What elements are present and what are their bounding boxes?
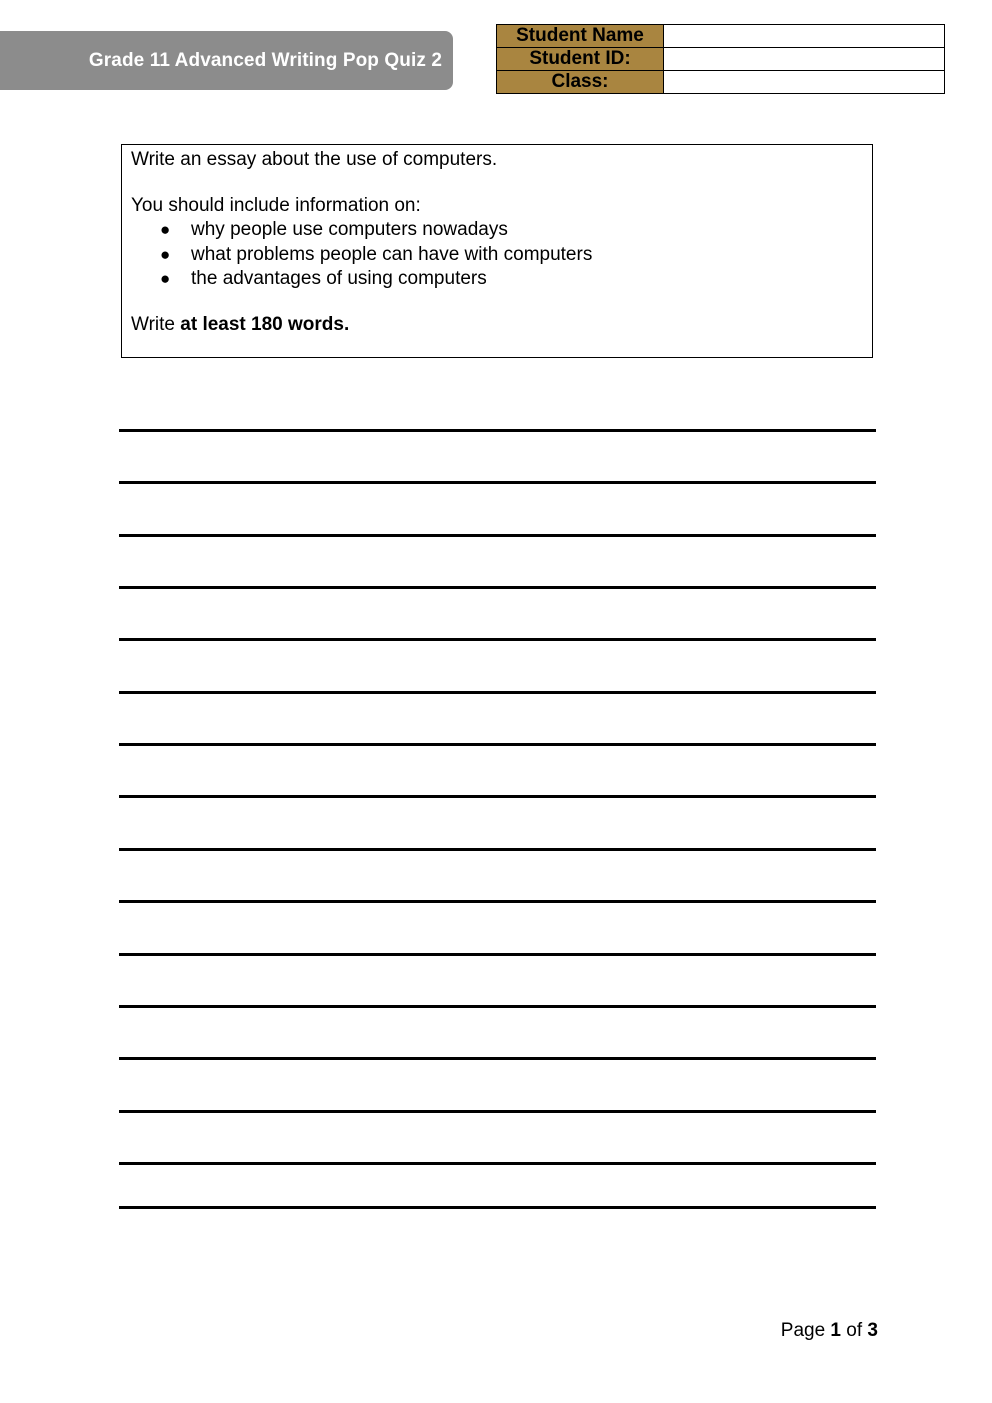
writing-line — [119, 1110, 876, 1113]
word-count-requirement: at least 180 words. — [180, 313, 350, 335]
class-label: Class: — [497, 71, 664, 94]
total-pages: 3 — [867, 1320, 878, 1341]
class-field[interactable] — [664, 71, 945, 94]
quiz-title: Grade 11 Advanced Writing Pop Quiz 2 — [88, 49, 442, 71]
quiz-title-banner — [0, 31, 453, 90]
writing-line — [119, 534, 876, 537]
prompt-bullet-text: what problems people can have with computers — [191, 243, 593, 265]
page-number — [781, 1320, 878, 1342]
writing-line — [119, 900, 876, 903]
writing-line — [119, 795, 876, 798]
writing-line — [119, 953, 876, 956]
prompt-bullet-text: why people use computers nowadays — [191, 219, 508, 240]
word-count-prefix: Write — [131, 313, 175, 335]
student-name-row — [497, 25, 945, 48]
bullet-icon: ● — [160, 269, 171, 288]
writing-line — [119, 481, 876, 484]
bullet-icon: ● — [160, 244, 171, 264]
current-page: 1 — [830, 1320, 841, 1341]
student-id-field[interactable] — [664, 48, 945, 71]
class-row — [497, 71, 945, 94]
student-name-field[interactable] — [664, 25, 945, 48]
writing-line — [119, 1206, 876, 1209]
prompt-include-intro: You should include information on: — [131, 194, 421, 216]
bullet-icon: ● — [160, 220, 171, 239]
writing-line — [119, 1057, 876, 1060]
prompt-bullet-text: the advantages of using computers — [191, 268, 487, 289]
word-count-instruction — [131, 313, 863, 338]
prompt-instruction: Write an essay about the use of computers. — [131, 149, 498, 170]
page-prefix: Page — [780, 1320, 826, 1341]
prompt-bullet-item — [131, 218, 863, 243]
writing-line — [119, 743, 876, 746]
writing-line — [119, 638, 876, 641]
prompt-bullet-list — [131, 218, 863, 292]
essay-prompt-box — [121, 144, 873, 358]
writing-line — [119, 1005, 876, 1008]
student-id-row — [497, 48, 945, 71]
student-id-label: Student ID: — [497, 48, 664, 71]
student-name-label: Student Name — [497, 25, 664, 48]
writing-line — [119, 429, 876, 432]
page-of: of — [846, 1320, 863, 1341]
writing-line — [119, 848, 876, 851]
student-info-table — [496, 24, 945, 94]
writing-line — [119, 691, 876, 694]
prompt-bullet-item — [131, 267, 863, 292]
writing-line — [119, 1162, 876, 1165]
writing-line — [119, 586, 876, 589]
prompt-bullet-item — [131, 243, 863, 268]
